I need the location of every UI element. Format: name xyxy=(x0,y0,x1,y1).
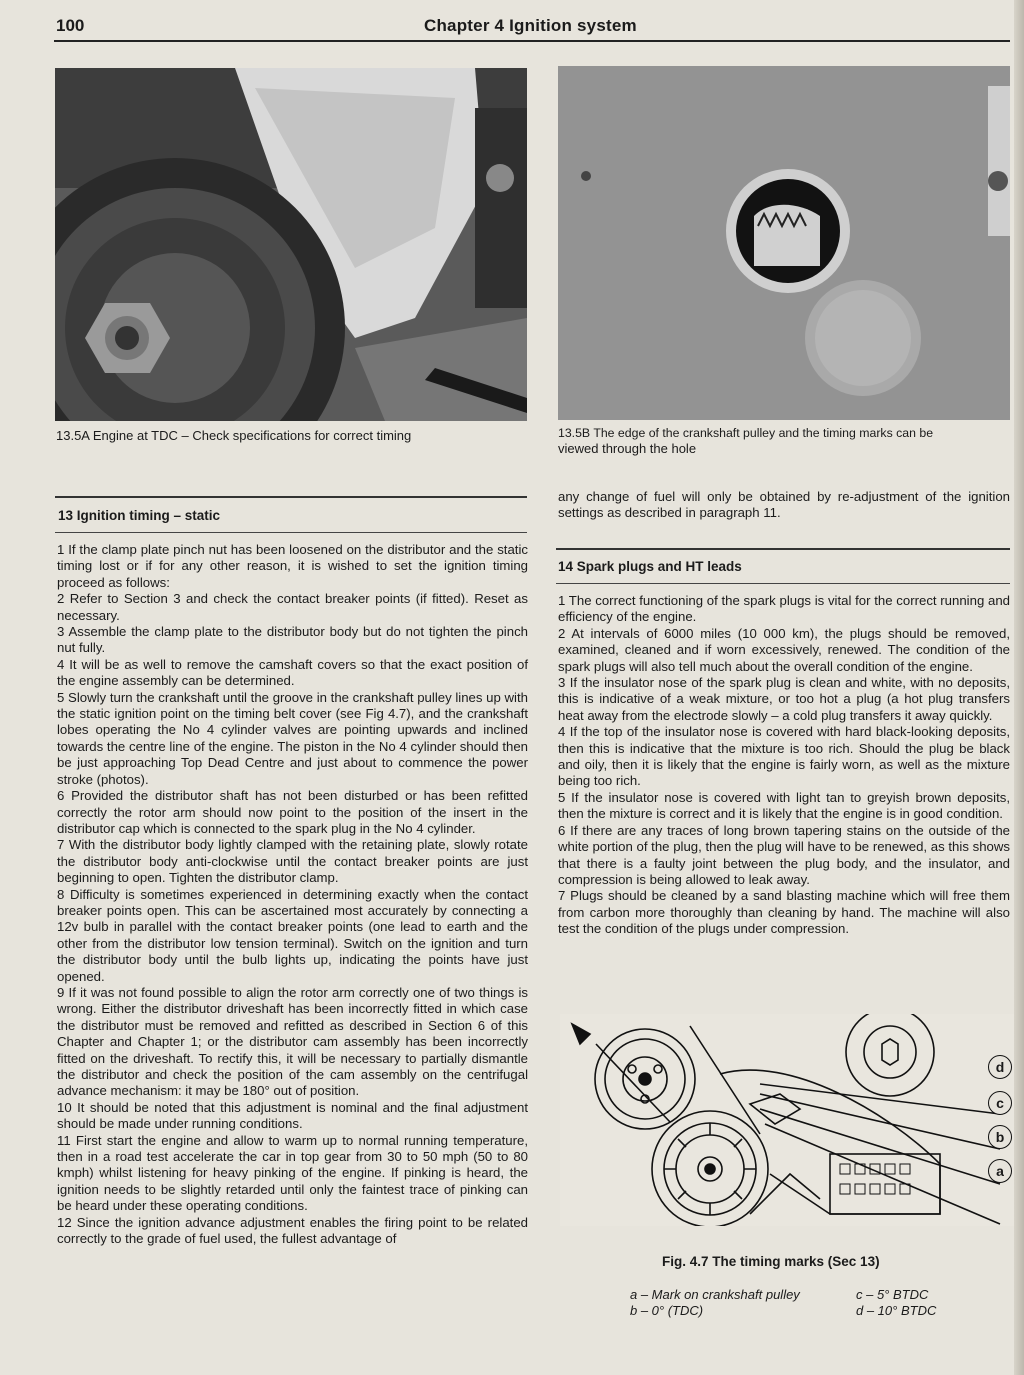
legend-item-c: c – 5° BTDC xyxy=(856,1287,929,1302)
section13-paragraph: 6 Provided the distributor shaft has not been disturbed or has been refitted correctly the rotor arm should now point to the position of the insert in the distributor cap which is connected to the spark plug in the No 4 cylinder. xyxy=(57,788,528,836)
figure-caption: Fig. 4.7 The timing marks (Sec 13) xyxy=(662,1254,880,1269)
figure-timing-marks xyxy=(560,1014,1014,1226)
section13-paragraph: 10 It should be noted that this adjustment is nominal and the final adjustment should be made under running conditions. xyxy=(57,1099,528,1132)
section13-paragraph: 1 If the clamp plate pinch nut has been loosened on the distributor and the static timing lost or if for any other reason, it is wished to set the ignition timing proceed as follows: xyxy=(57,542,528,590)
legend-item-a: a – Mark on crankshaft pulley xyxy=(630,1287,800,1302)
section14-paragraph: 5 If the insulator nose is covered with light tan to greyish brown deposits, then the mixture is correct and it is likely that the engine is in good condition. xyxy=(558,789,1010,822)
callout-c: c xyxy=(988,1091,1012,1115)
photo-caption-left: 13.5A Engine at TDC – Check specifications for correct timing xyxy=(56,428,412,443)
section13-paragraph: 7 With the distributor body lightly clamped with the retaining plate, slowly rotate the distributor body anti-clockwise until the contact breaker points are just beginning to open. Tighten the distributor clamp. xyxy=(57,837,528,886)
section13-rule-bottom xyxy=(55,532,527,533)
section14-paragraph: 4 If the top of the insulator nose is covered with hard black-looking deposits, then this is indicative that the mixture is too rich. Should the plug be black and oily, then it is likely that the engine is fairly worn, as well as the mixture being too rich. xyxy=(558,724,1010,789)
photo-timing-hole xyxy=(558,66,1010,420)
photo-engine-tdc xyxy=(55,68,527,421)
section13-paragraph: 9 If it was not found possible to align the rotor arm correctly one of two things is wrong. Either the distributor driveshaft has been incorrectly fitted in which case the distributor must be removed and refitted as described in Section 6 of this Chapter and Chapter 1; or the distributor cam assembly has been incorrectly fitted on the driveshaft. To rectify this, it will be necessary to partially dismantle the distributor and check the position of the cam assembly on the centrifugal advance mechanism: it may be 180° out of position. xyxy=(57,984,528,1099)
section14-rule-top xyxy=(556,548,1010,550)
section14-paragraph: 3 If the insulator nose of the spark plug is clean and white, with no deposits, this is indicative of a weak mixture, or too hot a plug (a hot plug transfers heat away from the electrode slowly – a cold plug transfers it away quickly. xyxy=(558,675,1010,723)
section13-paragraph: 3 Assemble the clamp plate to the distributor body but do not tighten the pinch nut fully. xyxy=(57,624,528,656)
photo-caption-right-line1: 13.5B The edge of the crankshaft pulley and the timing marks can be xyxy=(558,426,934,440)
section14-paragraph: 6 If there are any traces of long brown tapering stains on the outside of the white portion of the plug, then the plug will have to be renewed, as this shows that there is a faulty joint between the plug body, and the insulator, and compression is being allowed to leak away. xyxy=(558,822,1010,887)
section14-rule-bottom xyxy=(556,583,1010,584)
page-number: 100 xyxy=(56,16,85,35)
photo-caption-right-line2: viewed through the hole xyxy=(558,441,697,456)
section13-paragraph: 11 First start the engine and allow to warm up to normal running temperature, then in a road test accelerate the car in top gear from 30 to 50 mph (50 to 80 kmph) whilst listening for heavy pinking of the engine. If pinking is heard, the ignition needs to be slightly retarded until only the faintest trace of pinking can be heard under these operating conditions. xyxy=(57,1132,528,1214)
legend-item-b: b – 0° (TDC) xyxy=(630,1303,704,1318)
continuation-text: any change of fuel will only be obtained by re-adjustment of the ignition settings as described in paragraph 11. xyxy=(558,489,1010,521)
page-header xyxy=(54,12,1010,42)
legend-item-d: d – 10° BTDC xyxy=(856,1303,937,1318)
figure-legend xyxy=(630,1287,1000,1319)
chapter-title: Chapter 4 Ignition system xyxy=(424,16,637,35)
section14-paragraph: 1 The correct functioning of the spark plugs is vital for the correct running and efficiency of the engine. xyxy=(558,593,1010,625)
header-rule xyxy=(54,40,1010,42)
section14-heading: 14 Spark plugs and HT leads xyxy=(558,559,742,574)
section14-body xyxy=(558,593,1010,938)
callout-a: a xyxy=(988,1159,1012,1183)
section13-paragraph: 2 Refer to Section 3 and check the contact breaker points (if fitted). Reset as necessary. xyxy=(57,591,528,623)
callout-d: d xyxy=(988,1055,1012,1079)
section13-paragraph: 8 Difficulty is sometimes experienced in determining exactly when the contact breaker points open. This can be ascertained most accurately by connecting a 12v bulb in parallel with the contact breaker points (one lead to earth and the other from the distributor low tension terminal). Switch on the ignition and turn the distributor body until the bulb lights up, indicating the points have just opened. xyxy=(57,886,528,984)
section13-paragraph: 5 Slowly turn the crankshaft until the groove in the crankshaft pulley lines up with the static ignition point on the timing belt cover (see Fig 4.7), and the crankshaft lobes operating the No 4 cylinder valves are pointing upwards and inclined towards the centre line of the engine. The piston in the No 4 cylinder should then be just approaching Top Dead Centre and just about to commence the power stroke (photos). xyxy=(57,689,528,787)
legend-row xyxy=(630,1287,1000,1303)
callout-b: b xyxy=(988,1125,1012,1149)
section13-rule-top xyxy=(55,496,527,498)
section13-heading: 13 Ignition timing – static xyxy=(58,508,221,523)
section13-body xyxy=(57,542,528,1247)
legend-row xyxy=(630,1303,1000,1319)
section14-paragraph: 2 At intervals of 6000 miles (10 000 km), the plugs should be removed, examined, cleaned and if worn excessively, renewed. The condition of the spark plugs will also tell much about the overall condition of the engine. xyxy=(558,625,1010,674)
section13-paragraph: 4 It will be as well to remove the camshaft covers so that the exact position of the engine assembly can be determined. xyxy=(57,656,528,689)
figure-callouts xyxy=(988,1055,1012,1189)
photo-caption-right xyxy=(558,425,1010,457)
section13-paragraph: 12 Since the ignition advance adjustment enables the firing point to be related correctly to the grade of fuel used, the fullest advantage of xyxy=(57,1214,528,1247)
section14-paragraph: 7 Plugs should be cleaned by a sand blasting machine which will free them from carbon more thoroughly than cleaning by hand. The machine will also test the condition of the plugs under compression. xyxy=(558,888,1010,937)
page-edge xyxy=(1014,0,1024,1375)
